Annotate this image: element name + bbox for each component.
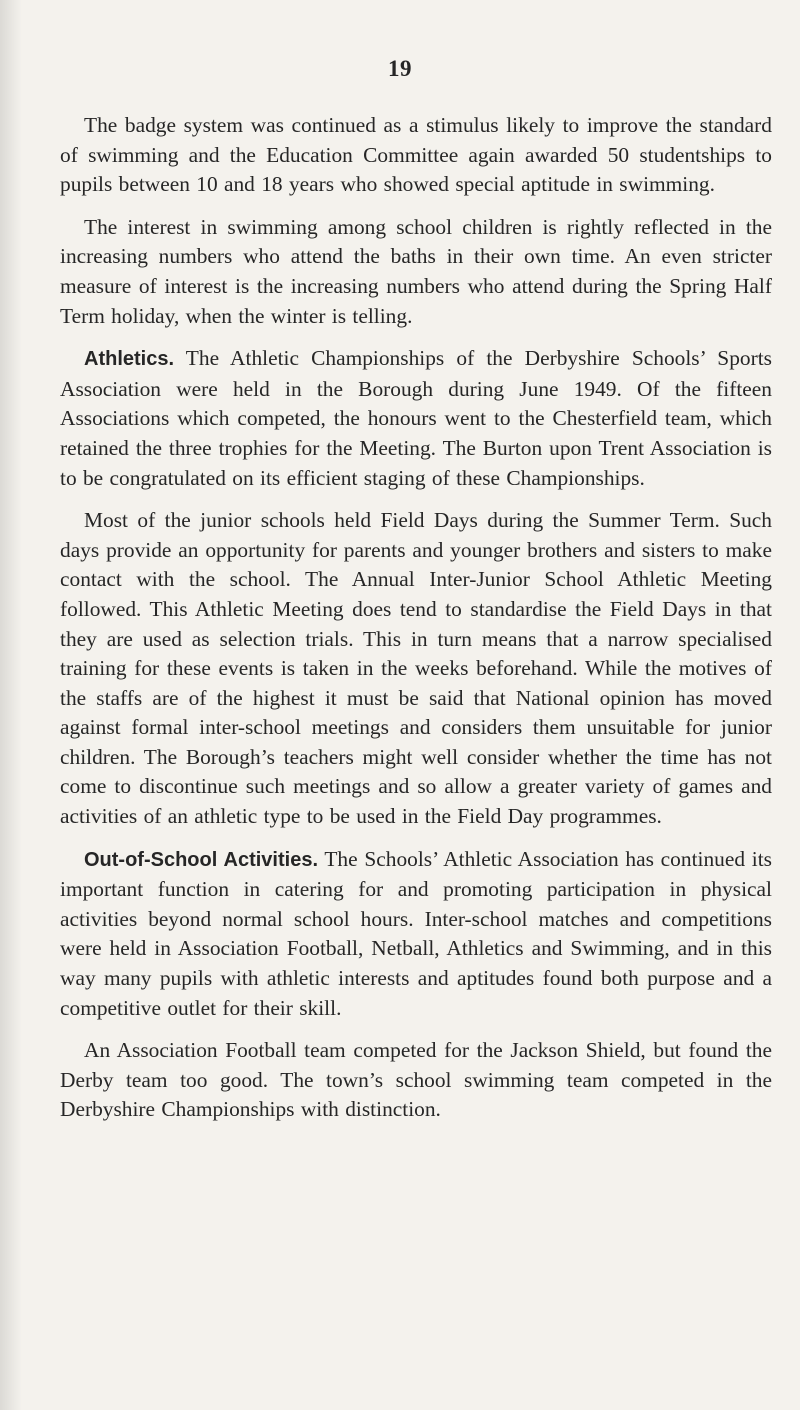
paragraph-text: The interest in swimming among school children is rightly reflected in the increasing numbers who attend the baths in their own time. An even stricter measure of interest is the increasing numbers who attend during the Spring Half Term holiday, when the winter is telling. [60, 214, 772, 328]
paragraph-field-days [60, 506, 772, 832]
paragraph-out-of-school [60, 845, 772, 1024]
paragraph-text: The badge system was continued as a stimulus likely to improve the standard of swimming and the Education Committee again awarded 50 studentships to pupils between 10 and 18 years who showed special aptitude in swimming. [60, 113, 772, 197]
section-heading-athletics: Athletics. [84, 348, 175, 371]
paragraph-football-swimming [60, 1036, 772, 1125]
paragraph-swimming-interest [60, 213, 772, 331]
section-heading-out-of-school: Out-of-School Activities. [84, 848, 318, 871]
body-text [60, 111, 772, 1138]
paragraph-athletics [60, 344, 772, 493]
paragraph-text: The Athletic Championships of the Derbyshire Schools’ Sports Association were held in the Borough during June 1949. Of the fifteen Associations which competed, the honours went to the Chesterfield team, which retained the three trophies for the Meeting. The Burton upon Trent Association is to be congratulated on its efficient staging of these Championships. [60, 346, 772, 490]
paragraph-text: An Association Football team competed for the Jackson Shield, but found the Derby team too good. The town’s school swimming team competed in the Derbyshire Championships with distinction. [60, 1038, 772, 1122]
page-number: 19 [388, 56, 412, 81]
paragraph-text: The Schools’ Athletic Association has continued its important function in catering for and promoting participation in physical activities beyond normal school hours. Inter-school matches and competitions were held in Association Football, Netball, Athletics and Swimming, and in this way many pupils with athletic interests and aptitudes found both purpose and a competitive outlet for their skill. [60, 846, 772, 1020]
page-edge-shadow [0, 0, 22, 1410]
paragraph-text: Most of the junior schools held Field Days during the Summer Term. Such days provide an opportunity for parents and younger brothers and sisters to make contact with the school. The Annual Inter-Junior School Athletic Meeting followed. This Athletic Meeting does tend to standardise the Field Days in that they are used as selection trials. This in turn means that a narrow specialised training for these events is taken in the weeks beforehand. While the motives of the staffs are of the highest it must be said that National opinion has moved against formal inter-school meetings and considers them unsuitable for junior children. The Borough’s teachers might well consider whether the time has not come to discontinue such meetings and so allow a greater variety of games and activities of an athletic type to be used in the Field Day programmes. [60, 508, 772, 829]
paragraph-badge-system [60, 111, 772, 200]
